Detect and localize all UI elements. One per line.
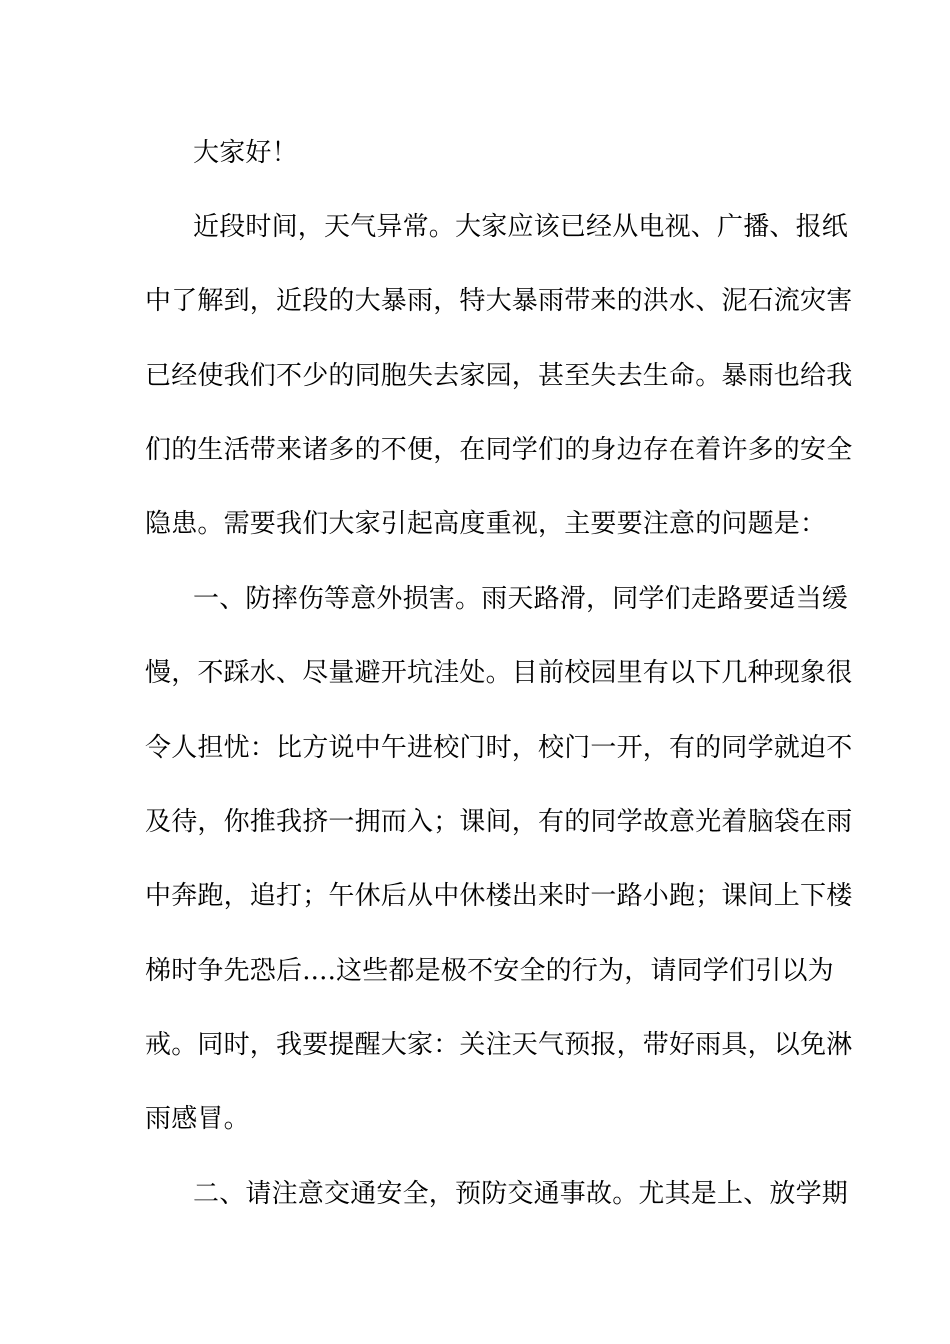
- paragraph-line: 中了解到，近段的大暴雨，特大暴雨带来的洪水、泥石流灾害: [145, 286, 853, 316]
- paragraph-line: 及待，你推我挤一拥而入；课间，有的同学故意光着脑袋在雨: [145, 807, 853, 837]
- paragraph-line: 中奔跑，追打；午休后从中休楼出来时一路小跑；课间上下楼: [145, 881, 853, 911]
- section-one-line: 一、防摔伤等意外损害。雨天路滑，同学们走路要适当缓: [193, 584, 849, 614]
- paragraph-line: 戒。同时，我要提醒大家：关注天气预报，带好雨具，以免淋: [145, 1030, 853, 1060]
- section-two-line: 二、请注意交通安全，预防交通事故。尤其是上、放学期: [193, 1179, 849, 1209]
- paragraph-line: 隐患。需要我们大家引起高度重视，主要要注意的问题是：: [145, 509, 827, 539]
- paragraph-line: 慢，不踩水、尽量避开坑洼处。目前校园里有以下几种现象很: [145, 658, 853, 688]
- paragraph-line: 令人担忧：比方说中午进校门时，校门一开，有的同学就迫不: [145, 733, 853, 763]
- paragraph-line: 近段时间，天气异常。大家应该已经从电视、广播、报纸: [193, 212, 849, 242]
- paragraph-line: 雨感冒。: [145, 1104, 250, 1134]
- greeting-line: 大家好！: [193, 138, 298, 168]
- paragraph-line: 已经使我们不少的同胞失去家园，甚至失去生命。暴雨也给我: [145, 361, 853, 391]
- paragraph-line: 们的生活带来诸多的不便，在同学们的身边存在着许多的安全: [145, 435, 853, 465]
- paragraph-line: 梯时争先恐后....这些都是极不安全的行为，请同学们引以为: [145, 956, 834, 986]
